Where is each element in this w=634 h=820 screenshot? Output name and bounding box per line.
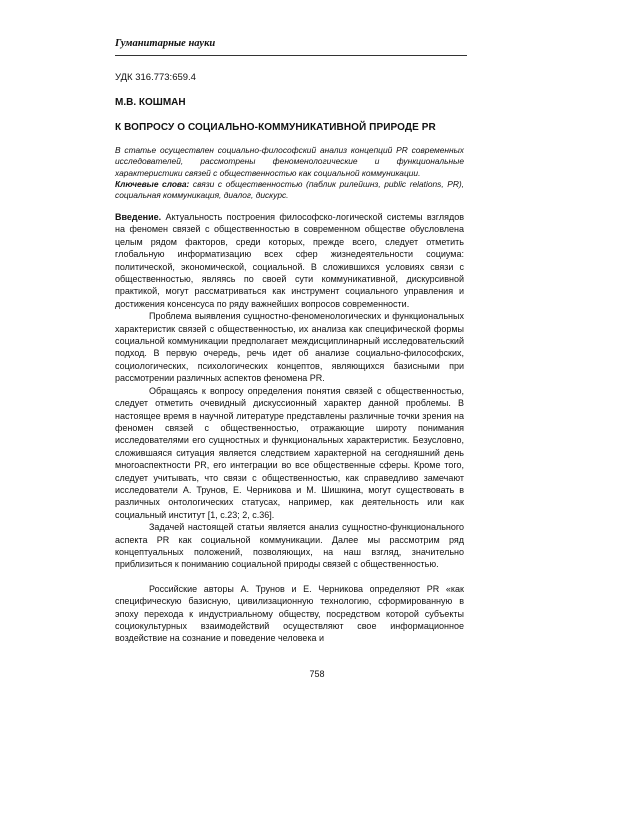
paragraph-text: Актуальность построения философско-логической системы взглядов на феномен связей с общественностью в современном обществе обусловлена целым рядом факторов, среди которых, прежде всего, следует отметить глобальную информатизацию всех сфер жизнедеятельности социума: политической, экономической, социальной. В сложившихся условиях связи с общественностью, являясь по своей сути коммуникативной, дискурсивной практикой, могут рассматриваться как инструмент социального управления и достижения консенсуса по ряду важнейших вопросов современности. xyxy=(115,212,464,309)
header-rule xyxy=(115,55,467,56)
paragraph-intro xyxy=(115,211,464,310)
article-title: К ВОПРОСУ О СОЦИАЛЬНО-КОММУНИКАТИВНОЙ ПРИРОДЕ PR xyxy=(115,122,436,133)
keywords-label: Ключевые слова: xyxy=(115,178,190,189)
udk-code: УДК 316.773:659.4 xyxy=(115,72,196,83)
page-number: 758 xyxy=(309,669,325,679)
intro-label: Введение. xyxy=(115,212,162,222)
paragraph: Проблема выявления сущностно-феноменологических и функциональных характеристик связей с общественностью, их анализа как специфической формы социальной коммуникации предполагает междисциплинарный исследовательский подход. В первую очередь, речь идет об анализе социально-философских, социологических, психологических концептов, являющихся базисными при рассмотрении различных аспектов феномена PR. xyxy=(115,311,464,384)
article-body xyxy=(115,211,464,645)
author-name: М.В. КОШМАН xyxy=(115,97,186,108)
running-header: Гуманитарные науки xyxy=(115,38,216,49)
keywords-text: связи с общественностью (паблик рилейшнз, public relations, PR), социальная коммуникация, диалог, дискурс. xyxy=(115,178,464,201)
paragraph: Обращаясь к вопросу определения понятия связей с общественностью, следует отметить очевидный дискуссионный характер данной проблемы. В настоящее время в научной литературе представлены различные точки зрения на феномен связей с общественностью, отражающие широту понимания исследователями его сущностных и функциональных характеристик. Безусловно, сложившаяся ситуация является следствием характерной на сегодняшний день многоаспектности PR, его интеграции во все общественные сферы. Кроме того, следует учитывать, что связи с общественностью, как справедливо замечают исследователи А. Трунов, Е. Черникова и М. Шишкина, могут существовать в различных онтологических статусах, например, как деятельность или как социальный институт [1, с.23; 2, с.36]. xyxy=(115,385,464,520)
paragraph: Задачей настоящей статьи является анализ сущностно-функционального аспекта PR как социальной коммуникации. Далее мы рассмотрим ряд концептуальных положений, позволяющих, на наш взгляд, значительно приблизиться к пониманию социальной природы связей с общественностью. xyxy=(115,522,464,570)
abstract xyxy=(115,145,464,201)
abstract-text: В статье осуществлен социально-философский анализ концепций PR современных исследователей, рассмотрены феноменологические и функциональные характеристики связей с общественностью как социальной коммуникации. xyxy=(115,145,464,178)
paragraph: Российские авторы А. Трунов и Е. Черникова определяют PR «как специфическую базисную, цивилизационную технологию, сформированную в эпоху перехода к индустриальному обществу, посредством которой субъекты социокультурных взаимодействий осуществляют свое информационное воздействие на сознание и поведение человека и xyxy=(115,583,464,644)
